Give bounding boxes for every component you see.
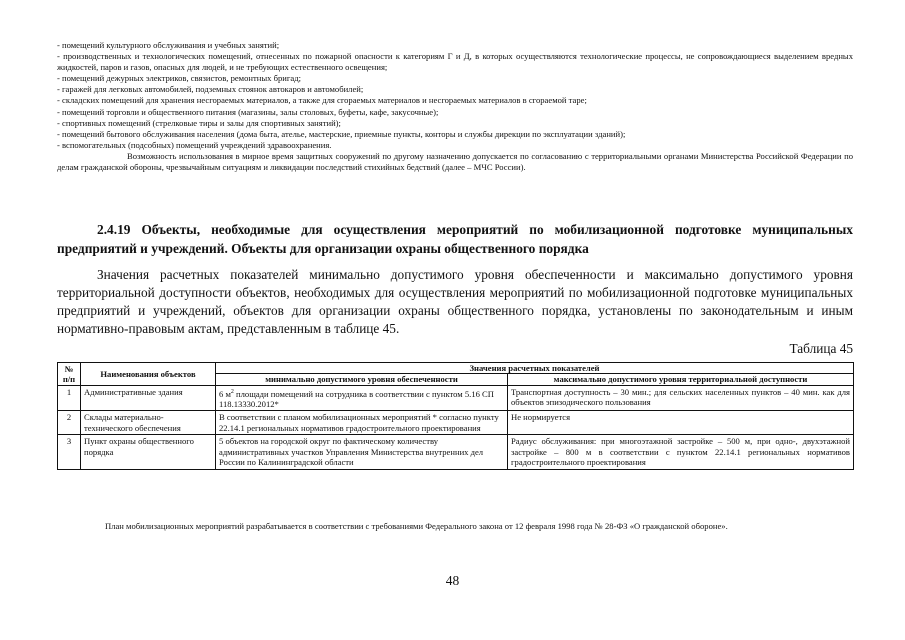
row-number: 2 [58, 411, 81, 435]
list-note: Возможность использования в мирное время защитных сооружений по другому назначению допускается по согласованию с территориальными органами Министерства Российской Федерации по делам гражданской обороны, чрезвычайным ситуациям и ликвидации последствий стихийных бедствий (далее – МЧС России). [57, 150, 853, 173]
table-row [58, 411, 854, 435]
row-min-level: 5 объектов на городской округ по фактическому количеству административных участков Управления Министерства внутренних дел России по Калининградской области [216, 435, 508, 469]
table-row [58, 385, 854, 411]
row-max-accessibility: Транспортная доступность – 30 мин.; для сельских населенных пунктов – 40 мин. как для объектов эпизодического пользования [508, 385, 854, 411]
list-item: - складских помещений для хранения несгораемых материалов, а также для сгораемых материалов и несгораемых материалов в сгораемой таре; [57, 95, 587, 106]
min-level-text: площади помещений на сотрудника в соответствии с пунктом 5.16 СП 118.13330.2012* [219, 388, 494, 410]
list-item: - вспомогательных (подсобных) помещений учреждений здравоохранения. [57, 139, 332, 150]
list-item: - помещений дежурных электриков, связистов, ремонтных бригад; [57, 73, 301, 84]
superscript: 2 [230, 388, 234, 395]
header-object-name: Наименования объектов [81, 363, 216, 386]
list-item: - помещений торговли и общественного питания (магазины, залы столовых, буфеты, кафе, закусочные); [57, 106, 439, 117]
row-min-level: В соответствии с планом мобилизационных мероприятий * согласно пункту 22.14.1 региональных нормативов градостроительного проектирования [216, 411, 508, 435]
intro-paragraph: Значения расчетных показателей минимально допустимого уровня обеспеченности и максимально допустимого уровня территориальной доступности объектов, необходимых для осуществления мероприятий по мобилизационной подготовке муниципальных предприятий и учреждений, объектов для организации охраны общественного порядка, установлены по законодательным и иным нормативно-правовым актам, представленным в таблице 45. [57, 267, 853, 337]
row-number: 1 [58, 385, 81, 411]
list-item: - гаражей для легковых автомобилей, подземных стоянок автокаров и автомобилей; [57, 84, 364, 95]
row-number: 3 [58, 435, 81, 469]
row-object-name: Пункт охраны общественного порядка [81, 435, 216, 469]
header-min-level: минимально допустимого уровня обеспеченности [216, 374, 508, 385]
list-item: - спортивных помещений (стрелковые тиры и залы для спортивных занятий); [57, 117, 341, 128]
min-level-text: 6 м [219, 388, 231, 399]
table-45 [57, 362, 854, 470]
list-item: - помещений бытового обслуживания населения (дома быта, ателье, мастерские, приемные пункты, конторы и службы дирекции по эксплуатации зданий); [57, 128, 626, 139]
table-row [58, 435, 854, 469]
footer-note: План мобилизационных мероприятий разрабатывается в соответствии с требованиями Федерального закона от 12 февраля 1998 года № 28-ФЗ «О гражданской обороне». [105, 521, 728, 531]
row-max-accessibility: Радиус обслуживания: при многоэтажной застройке – 500 м, при одно-, двухэтажной застройке – 800 м в соответствии с пунктом 22.14.1 региональных нормативов градостроительного проектирования [508, 435, 854, 469]
row-object-name: Административные здания [81, 385, 216, 411]
page-number: 48 [445, 573, 460, 588]
row-object-name: Склады материально-технического обеспечения [81, 411, 216, 435]
header-number: № п/п [58, 363, 81, 386]
header-max-accessibility: максимально допустимого уровня территориальной доступности [508, 374, 854, 385]
table-caption: Таблица 45 [789, 341, 853, 356]
row-min-level [216, 385, 508, 411]
premises-list [57, 40, 853, 173]
list-item: - помещений культурного обслуживания и учебных занятий; [57, 40, 280, 50]
row-max-accessibility: Не нормируется [508, 411, 854, 435]
header-calculated-values: Значения расчетных показателей [216, 363, 854, 374]
list-item: - производственных и технологических помещений, отнесенных по пожарной опасности к категориям Г и Д, в которых осуществляются технологические процессы, не сопровождающиеся выделением вредных жидкостей, паров и газов, опасных для людей, и не требующих естественного освещения; [57, 51, 853, 73]
section-heading: 2.4.19 Объекты, необходимые для осуществления мероприятий по мобилизационной подготовке муниципальных предприятий и учреждений. Объекты для организации охраны общественного порядка [57, 222, 853, 256]
